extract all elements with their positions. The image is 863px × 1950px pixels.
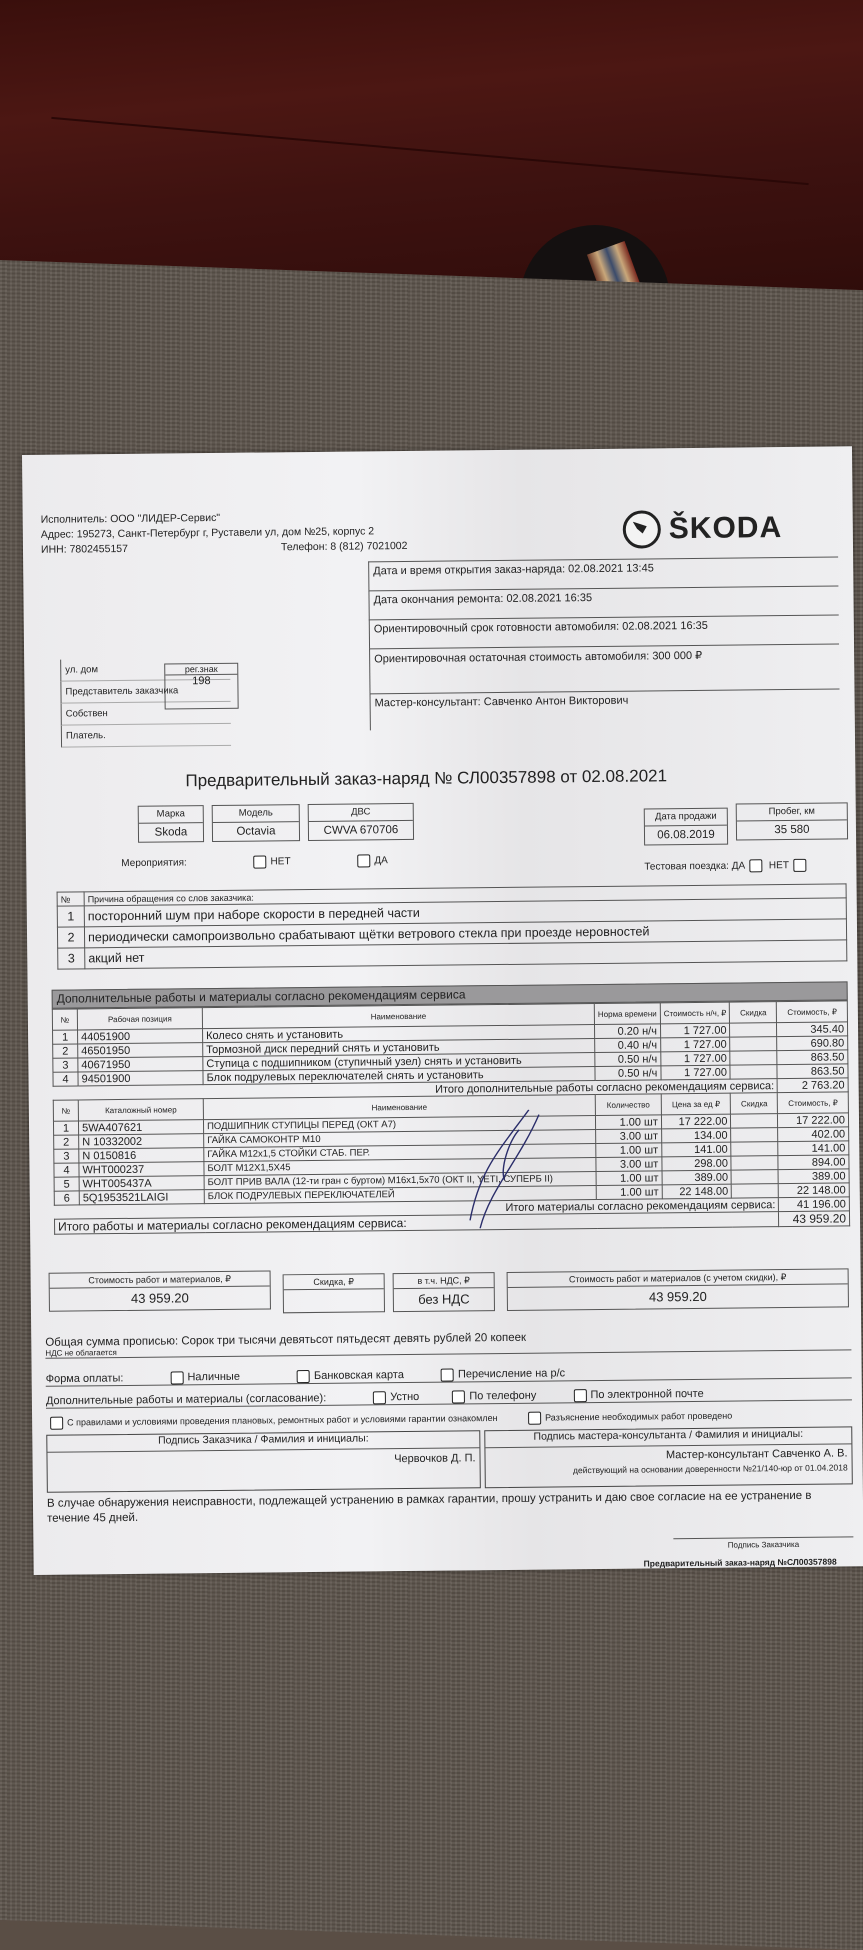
payment-label: Форма оплаты: — [45, 1372, 124, 1386]
opened-datetime: Дата и время открытия заказ-наряда: 02.08.2021 13:45 — [368, 556, 838, 590]
col-header: Норма времени — [594, 1003, 660, 1025]
cell: 22 148.00 — [779, 1183, 850, 1198]
cell: Колесо снять и установить — [203, 1025, 595, 1043]
summary-cost-discount-value: 43 959.20 — [648, 1288, 707, 1305]
master-basis: действующий на основании доверенности №21/140-юр от 01.04.2018 — [572, 1462, 848, 1476]
cell: 5WA407621 — [78, 1120, 203, 1135]
events-yes-checkbox[interactable] — [357, 854, 370, 867]
issuer-inn: ИНН: 7802455157 — [40, 542, 129, 556]
works-section-title: Дополнительные работы и материалы согласно рекомендациям сервиса — [52, 981, 848, 1008]
customer-name: Червочков Д. П. — [394, 1452, 476, 1466]
cell: 3 — [53, 1058, 78, 1072]
col-header: Скидка — [731, 1093, 778, 1114]
col-header: Стоимость, ₽ — [778, 1092, 849, 1114]
materials-total-label: Итого материалы согласно рекомендациям сервиса: — [505, 1198, 776, 1214]
cell: 141.00 — [778, 1141, 849, 1156]
reason-no: 1 — [57, 906, 84, 927]
events-no-checkbox[interactable] — [253, 855, 266, 868]
model-label: Модель — [213, 805, 299, 823]
cell: 94501900 — [78, 1071, 203, 1086]
engine-box — [308, 803, 414, 841]
cell: 0.40 н/ч — [595, 1038, 661, 1053]
summary-vat-value: без НДС — [418, 1291, 470, 1307]
cell: БОЛТ М12Х1,5Х45 — [204, 1158, 596, 1176]
issuer-address: Адрес: 195273, Санкт-Петербург г, Руставели ул, дом №25, корпус 2 — [40, 525, 375, 541]
summary-vat-label: в т.ч. НДС, ₽ — [394, 1273, 494, 1289]
summary-vat-box — [393, 1272, 495, 1312]
cell — [730, 1051, 777, 1065]
engine-value: CWVA 670706 — [323, 824, 399, 837]
test-drive-no-label: НЕТ — [768, 860, 789, 872]
cell: 141.00 — [662, 1142, 732, 1157]
cell — [731, 1170, 778, 1184]
ack-explained-checkbox[interactable] — [528, 1412, 541, 1425]
cell: 894.00 — [778, 1155, 849, 1170]
cell: 5Q1953521LAIGI — [79, 1190, 204, 1205]
cell: 3 — [54, 1149, 79, 1163]
test-drive-row — [644, 859, 810, 874]
mileage-box — [736, 802, 848, 840]
make-value: Skoda — [154, 826, 188, 839]
order-info — [368, 556, 840, 730]
master-signature-box — [484, 1426, 853, 1488]
cell — [731, 1156, 778, 1170]
summary-discount-value — [284, 1289, 384, 1312]
events-no-label: НЕТ — [270, 856, 291, 868]
ack-rules-label: С правилами и условиями проведения плановых, ремонтных работ и условиями гарантии ознакомлен — [67, 1412, 498, 1428]
warranty-note: В случае обнаружения неисправности, подлежащей устранению в рамках гарантии, прошу устранить и даю свое согласие на ее устранение в течение 45 дней. — [46, 1489, 812, 1525]
make-label: Марка — [139, 806, 203, 824]
cell: 1 727.00 — [660, 1023, 730, 1038]
cell: 298.00 — [662, 1156, 732, 1171]
payment-transfer-checkbox[interactable] — [441, 1369, 454, 1382]
issuer-executor: Исполнитель: ООО "ЛИДЕР-Сервис" — [40, 511, 221, 526]
skoda-logo — [623, 509, 783, 549]
col-header: № — [52, 1009, 77, 1030]
ack-explained-label: Разъяснение необходимых работ проведено — [545, 1410, 733, 1423]
summary-cost-value: 43 959.20 — [130, 1290, 189, 1306]
residual-value: Ориентировочная остаточная стоимость автомобиля: 300 000 ₽ — [369, 643, 839, 693]
cell: 6 — [54, 1191, 79, 1205]
cell: 2 — [53, 1044, 78, 1058]
cell: 1 727.00 — [660, 1037, 730, 1052]
document-title: Предварительный заказ-наряд № СЛ00357898 от 02.08.2021 — [185, 766, 668, 791]
model-value: Octavia — [236, 825, 276, 838]
acknowledgement-row — [46, 1408, 852, 1429]
issuer-phone: Телефон: 8 (812) 7021002 — [280, 539, 408, 554]
cell: ПОДШИПНИК СТУПИЦЫ ПЕРЕД (ОКТ А7) — [203, 1116, 595, 1134]
works-table — [52, 1000, 850, 1234]
cell: 17 222.00 — [778, 1113, 849, 1128]
reg-value: 198 — [192, 675, 211, 688]
cell: 46501950 — [78, 1043, 203, 1058]
ack-rules-checkbox[interactable] — [50, 1417, 63, 1430]
cell: 863.50 — [777, 1064, 848, 1079]
master-name: Мастер-консультант Савченко А. В. — [665, 1447, 848, 1462]
cell: 0.50 н/ч — [595, 1052, 661, 1067]
approval-email-checkbox[interactable] — [573, 1389, 586, 1402]
cell: 44051900 — [78, 1029, 203, 1044]
cell: 3.00 шт — [596, 1129, 662, 1144]
summary-discount-box — [283, 1273, 385, 1313]
cell — [731, 1114, 778, 1128]
cell: 402.00 — [778, 1127, 849, 1142]
cell: N 10332002 — [79, 1134, 204, 1149]
col-header: Количество — [595, 1094, 661, 1116]
approval-oral-checkbox[interactable] — [373, 1391, 386, 1404]
street-field: ул. дом — [60, 658, 230, 682]
col-header: Стоимость н/ч, ₽ — [660, 1002, 730, 1024]
payment-card-checkbox[interactable] — [297, 1370, 310, 1383]
cell: 4 — [54, 1163, 79, 1177]
payer-field: Платель. — [61, 724, 231, 748]
customer-sign-caption: Подпись Заказчика — [673, 1536, 853, 1550]
summary-cost-discount-box — [507, 1268, 849, 1311]
cell — [730, 1023, 777, 1037]
cell — [730, 1065, 777, 1079]
model-box — [212, 804, 300, 842]
cell: 0.20 н/ч — [594, 1024, 660, 1039]
col-header: Наименование — [203, 1095, 595, 1120]
master-signature-label: Подпись мастера-консультанта / Фамилия и инициалы: — [485, 1427, 851, 1448]
approval-phone-label: По телефону — [469, 1390, 537, 1403]
cell: Ступица с подшипником (ступичный узел) снять и установить — [203, 1053, 595, 1071]
customer-signature-box — [46, 1430, 481, 1493]
cell: 1.00 шт — [596, 1143, 662, 1158]
col-header: Рабочая позиция — [77, 1008, 202, 1030]
cell: 389.00 — [662, 1170, 732, 1185]
cell: WHT000237 — [79, 1162, 204, 1177]
materials-total-value: 41 196.00 — [779, 1197, 850, 1212]
cell: 345.40 — [777, 1022, 848, 1037]
grand-total-label: Итого работы и материалы согласно рекомендациям сервиса: — [55, 1212, 780, 1235]
summary-cost-discount-label: Стоимость работ и материалов (с учетом скидки), ₽ — [508, 1269, 848, 1288]
issuer-block — [40, 509, 408, 557]
test-drive-yes-label: ДА — [731, 860, 746, 872]
handwritten-signature — [459, 1110, 550, 1231]
reg-label: рег.знак — [165, 664, 237, 676]
payment-card-label: Банковская карта — [313, 1369, 404, 1383]
reasons-header-text: Причина обращения со слов заказчика: — [84, 884, 846, 906]
cell: 1.00 шт — [596, 1171, 662, 1186]
reason-text: посторонний шум при наборе скорости в передней части — [84, 898, 846, 927]
vat-note: НДС не облагается — [45, 1348, 117, 1358]
payment-transfer-label: Перечисление на р/с — [457, 1367, 566, 1381]
sale-date-label: Дата продажи — [645, 809, 727, 827]
mileage-label: Пробег, км — [737, 803, 847, 821]
events-label: Мероприятия: — [121, 857, 187, 870]
cell: ГАЙКА САМОКОНТР М10 — [204, 1130, 596, 1148]
reason-no: 3 — [58, 948, 85, 969]
cell: 1 727.00 — [661, 1065, 731, 1080]
cell: 3.00 шт — [596, 1157, 662, 1172]
cell: 389.00 — [778, 1169, 849, 1184]
col-header: № — [53, 1100, 78, 1121]
payment-cash-label: Наличные — [187, 1371, 240, 1384]
col-header: Скидка — [730, 1002, 777, 1023]
reg-number-box — [164, 663, 238, 710]
master-consultant: Мастер-консультант: Савченко Антон Викторович — [370, 688, 840, 730]
cell: 863.50 — [777, 1050, 848, 1065]
cell — [731, 1142, 778, 1156]
cell: 0.50 н/ч — [595, 1066, 661, 1081]
amount-in-words — [45, 1328, 851, 1358]
cell — [732, 1184, 779, 1198]
mileage-value: 35 580 — [774, 823, 810, 837]
approval-label: Дополнительные работы и материалы (согласование): — [45, 1392, 327, 1408]
summary-cost-box — [49, 1270, 271, 1311]
approval-row — [46, 1386, 852, 1408]
grand-total-value: 43 959.20 — [779, 1211, 850, 1227]
col-header: Цена за ед ₽ — [661, 1093, 731, 1115]
cell: 40671950 — [78, 1057, 203, 1072]
approval-email-label: По электронной почте — [590, 1388, 704, 1402]
reasons-table — [57, 883, 848, 969]
sale-date-value: 06.08.2019 — [657, 828, 715, 842]
engine-label: ДВС — [309, 804, 413, 822]
cell: 2 — [54, 1135, 79, 1149]
events-yes-label: ДА — [374, 855, 388, 867]
logo-text: ŠKODA — [668, 511, 783, 546]
work-order-document — [22, 446, 863, 1575]
summary-discount-label: Скидка, ₽ — [284, 1274, 384, 1290]
events-row — [121, 854, 388, 870]
floor-seam — [51, 117, 808, 185]
skoda-arrow-icon — [623, 510, 661, 548]
cell: N 0150816 — [79, 1148, 204, 1163]
works-total-value: 2 763.20 — [778, 1078, 849, 1093]
cell: 22 148.00 — [662, 1184, 732, 1199]
owner-field: Собствен — [61, 702, 231, 726]
cell: 4 — [53, 1072, 78, 1086]
representative-field: Представитель заказчика — [60, 680, 230, 704]
reason-text: периодически самопроизвольно срабатывают щётки ветрового стекла при проезде неровностей — [84, 919, 846, 948]
cell: WHT005437A — [79, 1176, 204, 1191]
cell: 690.80 — [777, 1036, 848, 1051]
amount-words-text: Общая сумма прописью: Сорок три тысячи девятьсот пятьдесят девять рублей 20 копеек — [45, 1331, 527, 1349]
col-header: Каталожный номер — [78, 1099, 203, 1121]
cell: 1 — [53, 1030, 78, 1044]
make-box — [138, 805, 204, 843]
reason-text: акций нет — [85, 940, 847, 969]
approval-phone-checkbox[interactable] — [452, 1390, 465, 1403]
cell: 1 — [53, 1121, 78, 1135]
cell: 1.00 шт — [595, 1115, 661, 1130]
repair-end-date: Дата окончания ремонта: 02.08.2021 16:35 — [368, 585, 838, 619]
cell: 17 222.00 — [661, 1114, 731, 1129]
works-total-label: Итого дополнительные работы согласно рекомендациям сервиса: — [434, 1079, 775, 1096]
test-drive-no-checkbox[interactable] — [793, 859, 806, 872]
reasons-header-no: № — [57, 892, 84, 906]
cell: 1 727.00 — [661, 1051, 731, 1066]
payment-cash-checkbox[interactable] — [170, 1371, 183, 1384]
cell: Блок подрулевых переключателей снять и установить — [203, 1067, 595, 1085]
col-header: Наименование — [202, 1004, 594, 1029]
test-drive-yes-checkbox[interactable] — [749, 859, 762, 872]
col-header: Стоимость, ₽ — [777, 1001, 848, 1023]
sale-date-box — [644, 808, 728, 846]
approval-oral-label: Устно — [390, 1391, 420, 1404]
cell: ГАЙКА М12х1,5 СТОЙКИ СТАБ. ПЕР. — [204, 1144, 596, 1162]
cell: 134.00 — [661, 1128, 731, 1143]
cell: БОЛТ ПРИВ ВАЛА (12-ти гран с буртом) М16х1,5х70 (ОКТ II, YETI, СУПЕРБ II) — [204, 1172, 596, 1190]
cell — [731, 1128, 778, 1142]
cell: 5 — [54, 1177, 79, 1191]
cell: Тормозной диск передний снять и установить — [203, 1039, 595, 1057]
ready-by-date: Ориентировочный срок готовности автомобиля: 02.08.2021 16:35 — [369, 614, 839, 648]
reason-no: 2 — [57, 927, 84, 948]
cell: 1.00 шт — [596, 1185, 662, 1200]
cell — [730, 1037, 777, 1051]
summary-cost-label: Стоимость работ и материалов, ₽ — [50, 1271, 270, 1288]
cell: БЛОК ПОДРУЛЕВЫХ ПЕРЕКЛЮЧАТЕЛЕЙ — [204, 1186, 596, 1204]
customer-signature-label: Подпись Заказчика / Фамилия и инициалы: — [47, 1431, 479, 1453]
footer-order-ref: Предварительный заказ-наряд №СЛ00357898 — [643, 1556, 837, 1569]
payment-row — [46, 1364, 852, 1386]
test-drive-label: Тестовая поездка: — [644, 860, 729, 873]
